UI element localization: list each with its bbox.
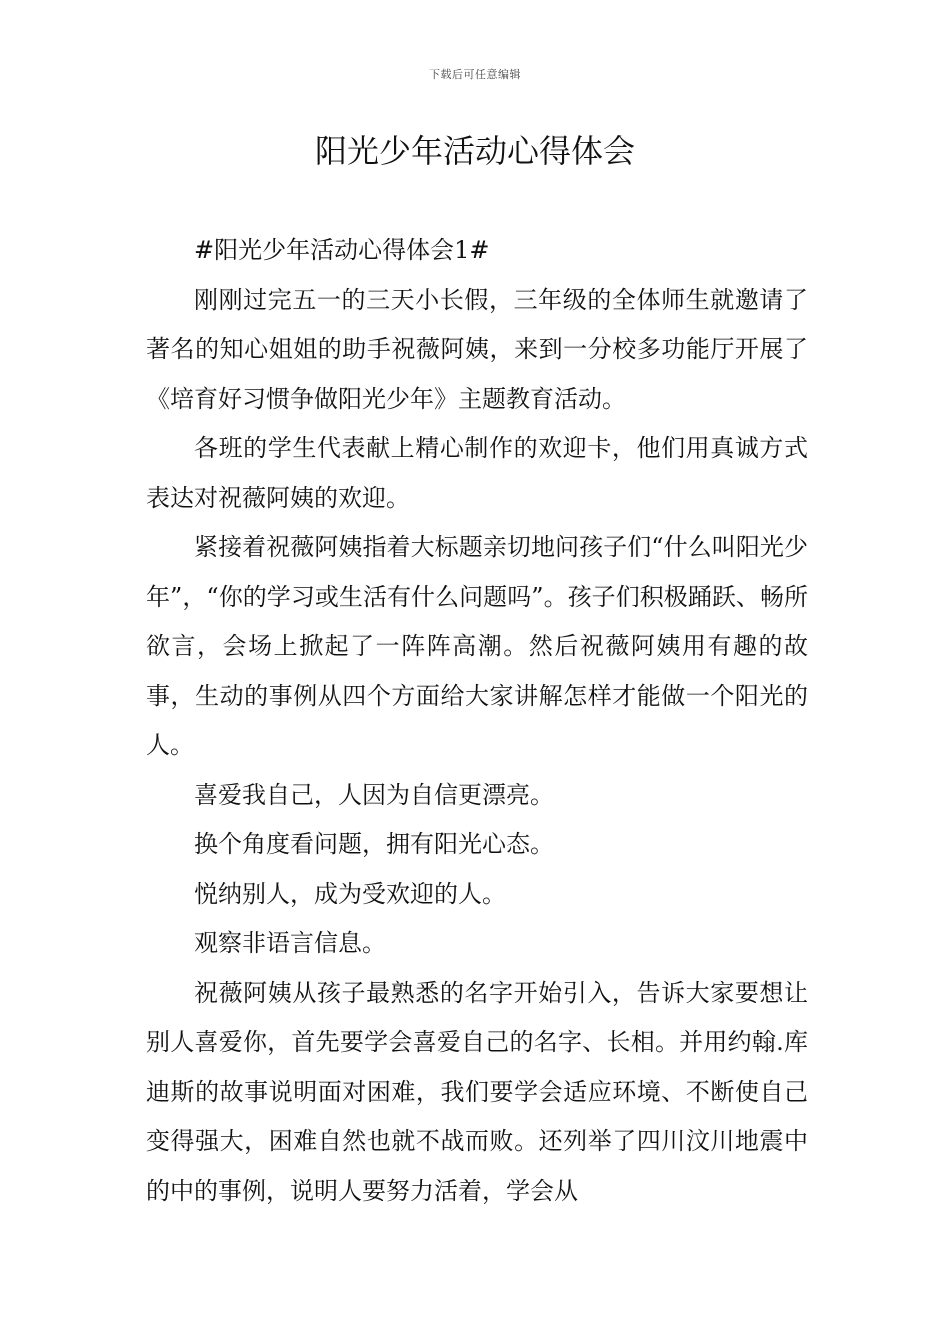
paragraph: 悦纳别人，成为受欢迎的人。 [194, 879, 506, 908]
paragraph: 各班的学生代表献上精心制作的欢迎卡，他们用真诚方式表达对祝薇阿姨的欢迎。 [146, 434, 808, 512]
paragraph: 观察非语言信息。 [194, 929, 386, 957]
section-heading: #阳光少年活动心得体会1# [194, 236, 490, 264]
document-body [146, 226, 808, 1216]
paragraph: 祝薇阿姨从孩子最熟悉的名字开始引入，告诉大家要想让别人喜爱你，首先要学会喜爱自己的名字、长相。并用约翰.库迪斯的故事说明面对困难，我们要学会适应环境、不断使自己变得强大，困难自然也就不战而败。还列举了四川汶川地震中的中的事例，说明人要努力活着，学会从 [146, 978, 808, 1205]
document-title: 阳光少年活动心得体会 [314, 132, 635, 170]
paragraph: 换个角度看问题，拥有阳光心态。 [194, 830, 554, 858]
paragraph: 喜爱我自己，人因为自信更漂亮。 [194, 780, 554, 809]
header-note: 下载后可任意编辑 [429, 68, 521, 81]
paragraph: 刚刚过完五一的三天小长假，三年级的全体师生就邀请了著名的知心姐姐的助手祝薇阿姨，来到一分校多功能厅开展了《培育好习惯争做阳光少年》主题教育活动。 [146, 285, 808, 413]
paragraph: 紧接着祝薇阿姨指着大标题亲切地问孩子们“什么叫阳光少年”，“你的学习或生活有什么问题吗”。孩子们积极踊跃、畅所欲言，会场上掀起了一阵阵高潮。然后祝薇阿姨用有趣的故事，生动的事例从四个方面给大家讲解怎样才能做一个阳光的人。 [146, 533, 808, 759]
